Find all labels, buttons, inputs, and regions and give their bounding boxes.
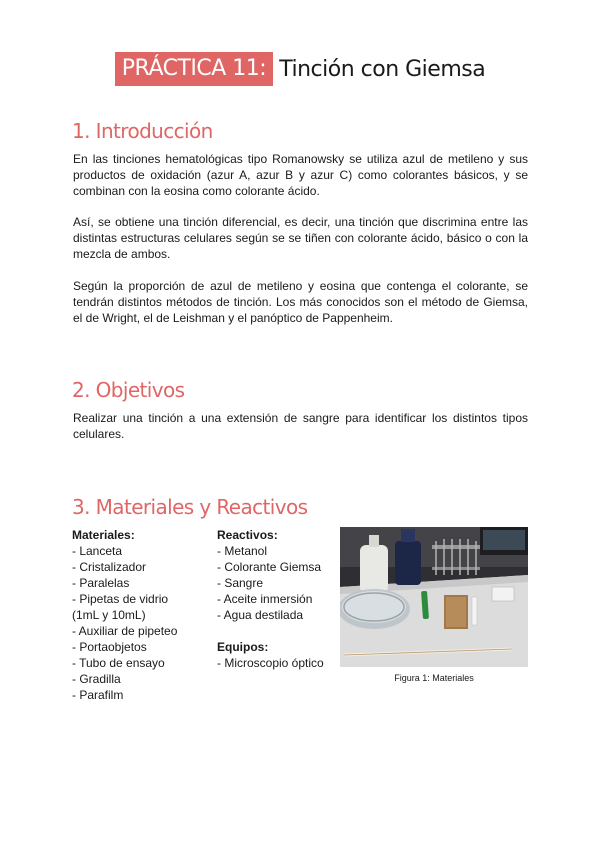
practice-number-badge: PRÁCTICA 11:: [115, 52, 273, 86]
page-title: [0, 52, 600, 86]
materials-label: Materiales:: [72, 528, 135, 542]
equipment-list: [217, 655, 324, 671]
list-item: - Paralelas: [72, 576, 130, 590]
materials-photo: [340, 527, 528, 667]
materials-photo-illustration: [340, 527, 528, 667]
figure-caption: Figura 1: Materiales: [394, 673, 474, 683]
list-item: - Gradilla: [72, 672, 121, 686]
intro-paragraph-3: Según la proporción de azul de metileno y eosina que contenga el colorante, se tendrán distintos métodos de tinción. Los más conocidos son el método de Giemsa, el de Wright, el de Leishman y el panóptico de Pappenheim.: [73, 279, 528, 325]
intro-paragraph-1: En las tinciones hematológicas tipo Romanowsky se utiliza azul de metileno y sus productos de oxidación (azur A, azur B y azur C) como colorantes básicos, y se combinan con la eosina como colorante ácido.: [73, 152, 528, 198]
list-item: - Aceite inmersión: [217, 592, 313, 606]
objectives-paragraph: Realizar una tinción a una extensión de sangre para identificar los distintos tipos celulares.: [73, 411, 528, 441]
list-item: - Agua destilada: [217, 608, 304, 622]
list-item: - Sangre: [217, 576, 264, 590]
reagents-list: [217, 543, 324, 623]
materials-column: [72, 527, 177, 703]
equipment-label: Equipos:: [217, 640, 269, 654]
intro-paragraph-2: Así, se obtiene una tinción diferencial, es decir, una tinción que discrimina entre las distintas estructuras celulares según se se tiñen con colorante ácido, básico o con la mezcla de ambos.: [73, 215, 528, 261]
list-item: - Microscopio óptico: [217, 656, 324, 670]
reagents-label: Reactivos:: [217, 528, 278, 542]
materials-heading: 3. Materiales y Reactivos: [72, 495, 308, 519]
reagents-column: [217, 527, 324, 671]
list-item: - Colorante Giemsa: [217, 560, 322, 574]
list-item: - Portaobjetos: [72, 640, 147, 654]
list-item: - Metanol: [217, 544, 268, 558]
objectives-heading: 2. Objetivos: [72, 378, 185, 402]
list-item: - Auxiliar de pipeteo: [72, 624, 178, 638]
list-item: - Pipetas de vidrio: [72, 592, 169, 606]
list-item: - Lanceta: [72, 544, 123, 558]
list-item: - Cristalizador: [72, 560, 147, 574]
intro-heading: 1. Introducción: [72, 119, 213, 143]
list-item: (1mL y 10mL): [72, 608, 146, 622]
list-item: - Parafilm: [72, 688, 124, 702]
list-item: - Tubo de ensayo: [72, 656, 165, 670]
practice-title: Tinción con Giemsa: [279, 56, 486, 82]
materials-list: [72, 543, 177, 703]
